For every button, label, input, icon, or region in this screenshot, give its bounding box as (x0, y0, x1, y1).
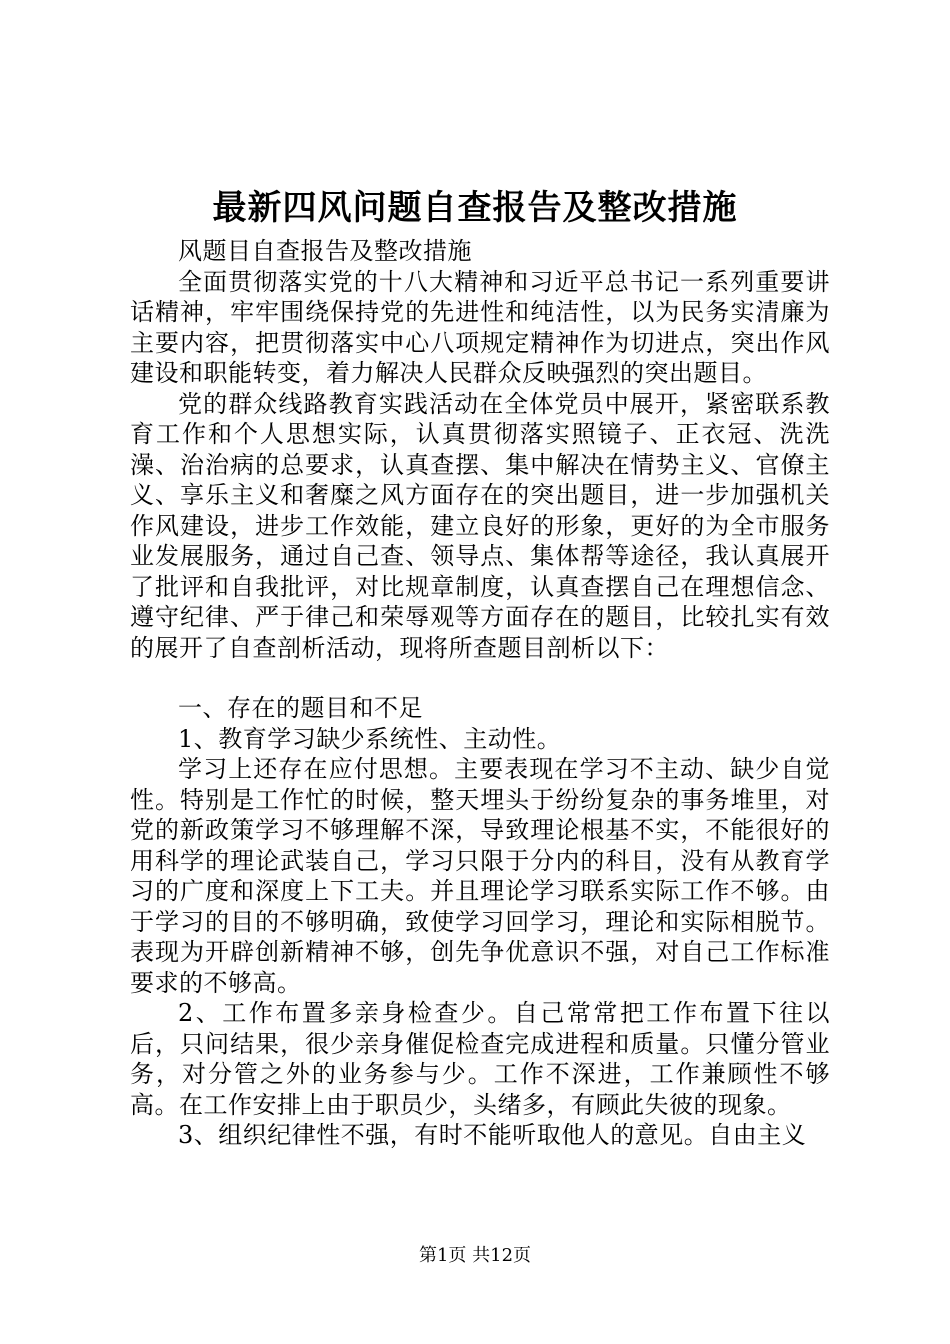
item-3-discipline: 3、组织纪律性不强，有时不能听取他人的意见。自由主义 (178, 1121, 807, 1149)
document-title: 最新四风问题自查报告及整改措施 (212, 188, 738, 228)
page-number: 第1页 共12页 (418, 1245, 532, 1266)
paragraph-intro: 全面贯彻落实党的十八大精神和习近平总书记一系列重要讲话精神，牢牢围绕保持党的先进性和纯洁性，以为民务实清廉为主要内容，把贯彻落实中心八项规定精神作为切进点，突出作风建设和职能转变，着力解决人民群众反映强烈的突出题目。 (130, 267, 830, 387)
item-heading-1: 1、教育学习缺少系统性、主动性。 (178, 724, 562, 753)
paragraph-activity: 党的群众线路教育实践活动在全体党员中展开，紧密联系教育工作和个人思想实际，认真贯彻落实照镜子、正衣冠、洗洗澡、治治病的总要求，认真查摆、集中解决在情势主义、官僚主义、享乐主义和奢糜之风方面存在的突出题目，进一步加强机关作风建设，进步工作效能，建立良好的形象，更好的为全市服务业发展服务，通过自己查、领导点、集体帮等途径，我认真展开了批评和自我批评，对比规章制度，认真查摆自己在理想信念、遵守纪律、严于律己和荣辱观等方面存在的题目，比较扎实有效的展开了自查剖析活动，现将所查题目剖析以下： (130, 389, 830, 662)
paragraph-study: 学习上还存在应付思想。主要表现在学习不主动、缺少自觉性。特别是工作忙的时候，整天埋头于纷纷复杂的事务堆里，对党的新政策学习不够理解不深，导致理论根基不实，不能很好的用科学的理论武装自己，学习只限于分内的科目，没有从教育学习的广度和深度上下工夫。并且理论学习联系实际工作不够。由于学习的目的不够明确，致使学习回学习，理论和实际相脱节。表现为开辟创新精神不够，创先争优意识不强，对自己工作标准要求的不够高。 (130, 755, 830, 997)
paragraph-subtitle: 风题目自查报告及整改措施 (178, 237, 472, 265)
section-heading-problems: 一、存在的题目和不足 (178, 694, 423, 722)
document-body (130, 236, 830, 1151)
item-2-work: 2、工作布置多亲身检查少。自己常常把工作布置下往以后，只问结果，很少亲身催促检查完成进程和质量。只懂分管业务，对分管之外的业务参与少。工作不深进，工作兼顾性不够高。在工作安排上由于职员少，头绪多，有顾此失彼的现象。 (130, 999, 830, 1119)
